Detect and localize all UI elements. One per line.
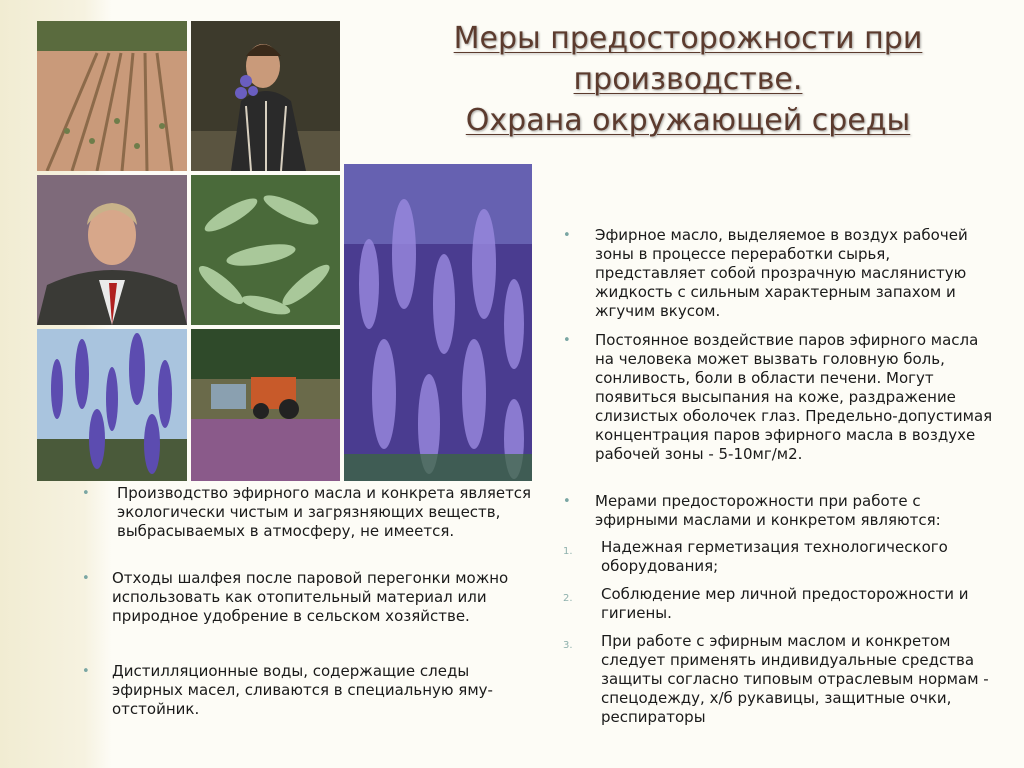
slide-title [418,18,958,141]
left-list-item: Дистилляционные воды, содержащие следы эфирных масел, сливаются в специальную яму-отстойник. [112,662,493,718]
lavender-flowers-photo [37,329,187,481]
bullet-icon: • [563,228,571,243]
list-number: 2. [563,593,573,604]
man-smelling-lavender-photo [191,21,340,171]
right-list-item: Эфирное масло, выделяемое в воздух рабочей зоны в процессе переработки сырья, представляет собой прозрачную маслянистую жидкость с сильным характерным запахом и жгучим вкусом. [595,226,968,320]
title-line-1: Меры предосторожности при [453,21,923,56]
bullet-icon: • [563,333,571,348]
numbered-item: Соблюдение мер личной предосторожности и гигиены. [601,585,969,622]
left-list-item: Производство эфирного масла и конкрета является экологически чистым и загрязняющих веществ, выбрасываемых в атмосферу, не имеется. [117,484,532,540]
right-list-item: Постоянное воздействие паров эфирного масла на человека может вызвать головную боль, сонливость, боли в области печени. Могут появиться высыпания на коже, раздражение слизистых оболочек глаз. Предельно-допустимая концентрация паров эфирного масла в воздухе рабочей зоны - 5-10мг/м2. [595,331,993,463]
list-number: 3. [563,640,573,651]
numbered-item: При работе с эфирным маслом и конкретом следует применять индивидуальные средства защиты согласно типовым отраслевым нормам - спецодежду, х/б рукавицы, защитные очки, респираторы [601,632,989,726]
right-list-item: Мерами предосторожности при работе с эфирными маслами и конкретом являются: [595,492,941,529]
list-number: 1. [563,546,573,557]
left-list-item: Отходы шалфея после паровой перегонки можно использовать как отопительный материал или природное удобрение в сельском хозяйстве. [112,569,509,625]
numbered-item: Надежная герметизация технологического оборудования; [601,538,948,575]
lavender-field-rows-photo [37,21,187,171]
man-portrait-photo [37,175,187,325]
bullet-icon: • [82,486,90,501]
purple-flowers-large-photo [344,164,532,481]
title-line-3: Охрана окружающей среды [465,103,911,138]
bullet-icon: • [82,571,90,586]
bullet-icon: • [563,494,571,509]
title-line-2: производстве. [573,62,803,97]
bullet-icon: • [82,664,90,679]
tractor-harvest-photo [191,329,340,481]
sage-leaves-photo [191,175,340,325]
